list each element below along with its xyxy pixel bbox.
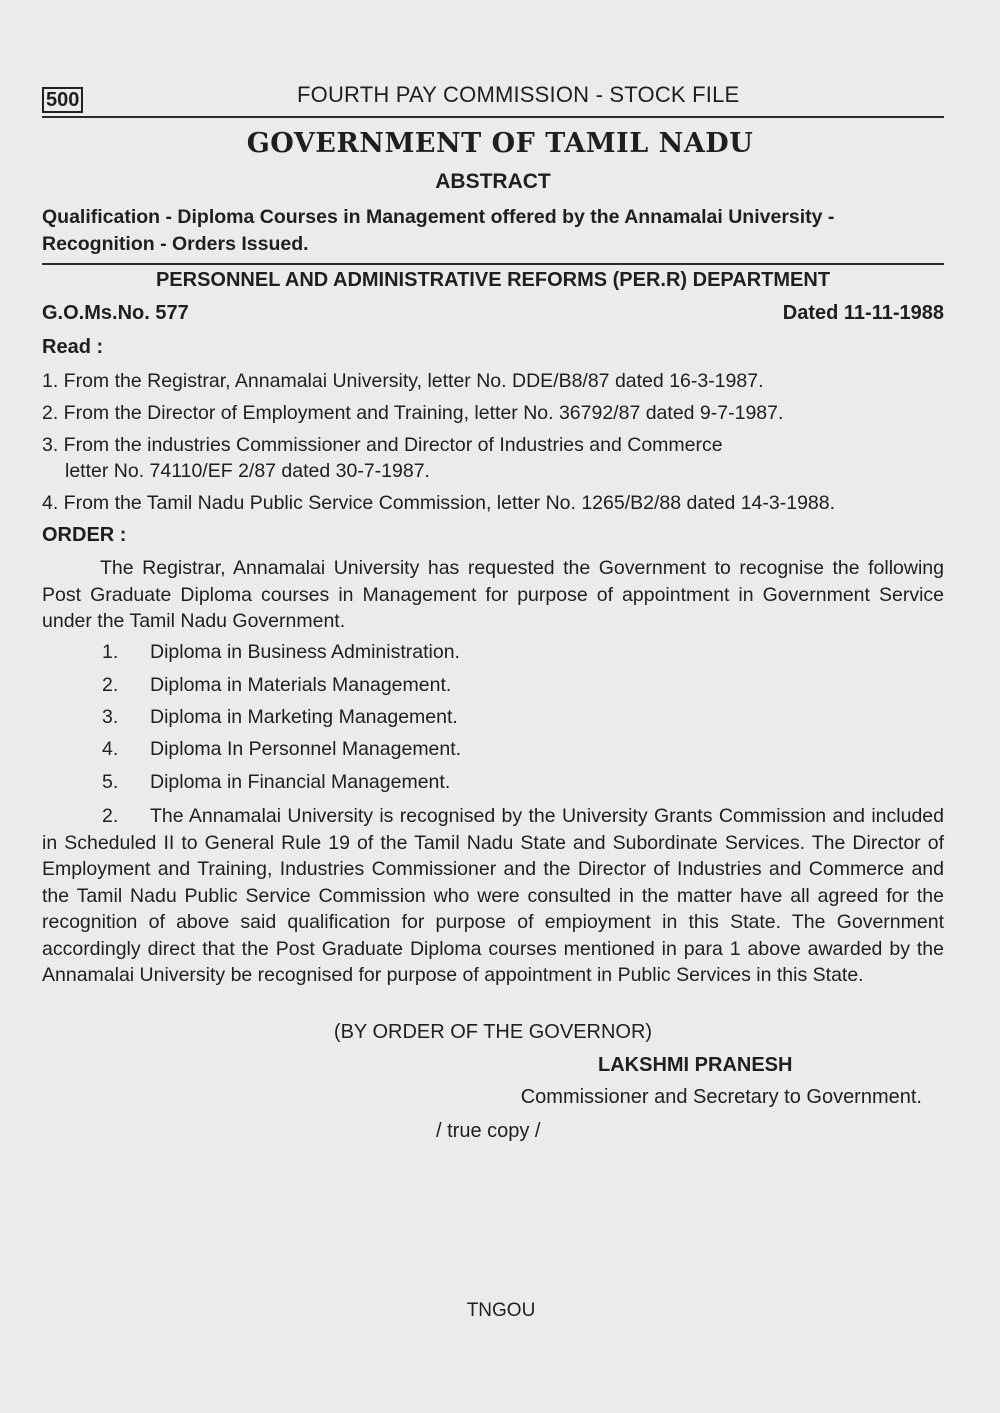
paragraph-1-text: The Registrar, Annamalai University has requested the Government to recognise the following Post Graduate Diploma courses in Management for purpose of appointment in Government Service under the Tamil Nadu Government. (42, 557, 944, 632)
course-name: Diploma in Marketing Management. (150, 706, 458, 728)
read-label: Read : (42, 336, 104, 358)
document-title: GOVERNMENT OF TAMIL NADU (246, 128, 754, 159)
course-item (102, 738, 461, 761)
course-item (102, 706, 458, 729)
course-number: 5. (102, 771, 119, 793)
reference-text: 3. From the industries Commissioner and Director of Industries and Commerce (42, 434, 723, 456)
paragraph-2 (42, 803, 944, 989)
course-number: 3. (102, 706, 119, 728)
course-name: Diploma in Business Administration. (150, 641, 460, 663)
true-copy-mark: / true copy / (436, 1120, 541, 1142)
course-item (102, 674, 451, 697)
reference-item (42, 368, 944, 394)
paragraph-1 (42, 555, 944, 635)
order-number: G.O.Ms.No. 577 (42, 302, 189, 324)
reference-text: 2. From the Director of Employment and Training, letter No. 36792/87 dated 9-7-1987. (42, 402, 784, 424)
by-order-line: (BY ORDER OF THE GOVERNOR) (333, 1021, 653, 1043)
department-heading: PERSONNEL AND ADMINISTRATIVE REFORMS (PER.R) DEPARTMENT (155, 269, 831, 291)
reference-item (42, 490, 944, 516)
paragraph-2-text: The Annamalai University is recognised by the University Grants Commission and included in Scheduled II to General Rule 19 of the Tamil Nadu State and Subordinate Services. The Director of Employment and Training, Industries Commissioner and the Director of Industries and Commerce and the Tamil Nadu Public Service Commission who were consulted in the matter have all agreed for the recognition of above said qualification for purpose of empioyment in this State. The Government accordingly direct that the Post Graduate Diploma courses mentioned in para 1 above awarded by the Annamalai University be recognised for purpose of appointment in Public Services in this State. (42, 805, 944, 986)
reference-item (42, 432, 944, 484)
abstract-label: ABSTRACT (435, 170, 551, 193)
course-name: Diploma in Financial Management. (150, 771, 451, 793)
course-name: Diploma In Personnel Management. (150, 738, 462, 760)
course-item (102, 641, 460, 664)
divider (42, 263, 944, 265)
page-header (42, 80, 944, 118)
reference-text: 4. From the Tamil Nadu Public Service Commission, letter No. 1265/B2/88 dated 14-3-1988. (42, 492, 836, 514)
order-label: ORDER : (42, 524, 127, 546)
page-number: 500 (42, 87, 83, 113)
footer-mark: TNGOU (466, 1300, 536, 1321)
course-name: Diploma in Materials Management. (150, 674, 452, 696)
subject-line-2: Recognition - Orders Issued. (42, 233, 309, 255)
signatory-designation: Commissioner and Secretary to Government. (520, 1086, 922, 1108)
course-item (102, 771, 450, 794)
course-number: 2. (102, 674, 119, 696)
signatory-name: LAKSHMI PRANESH (598, 1054, 793, 1076)
running-title: FOURTH PAY COMMISSION - STOCK FILE (297, 82, 740, 107)
reference-text: 1. From the Registrar, Annamalai University, letter No. DDE/B8/87 dated 16-3-1987. (42, 370, 764, 392)
paragraph-2-number: 2. (102, 805, 119, 827)
subject (42, 204, 944, 258)
reference-text-continued: letter No. 74110/EF 2/87 dated 30-7-1987. (65, 460, 430, 482)
course-number: 1. (102, 641, 119, 663)
reference-item (42, 400, 944, 426)
subject-line-1: Qualification - Diploma Courses in Management offered by the Annamalai University - (42, 206, 835, 228)
course-number: 4. (102, 738, 119, 760)
order-date: Dated 11-11-1988 (782, 302, 944, 324)
